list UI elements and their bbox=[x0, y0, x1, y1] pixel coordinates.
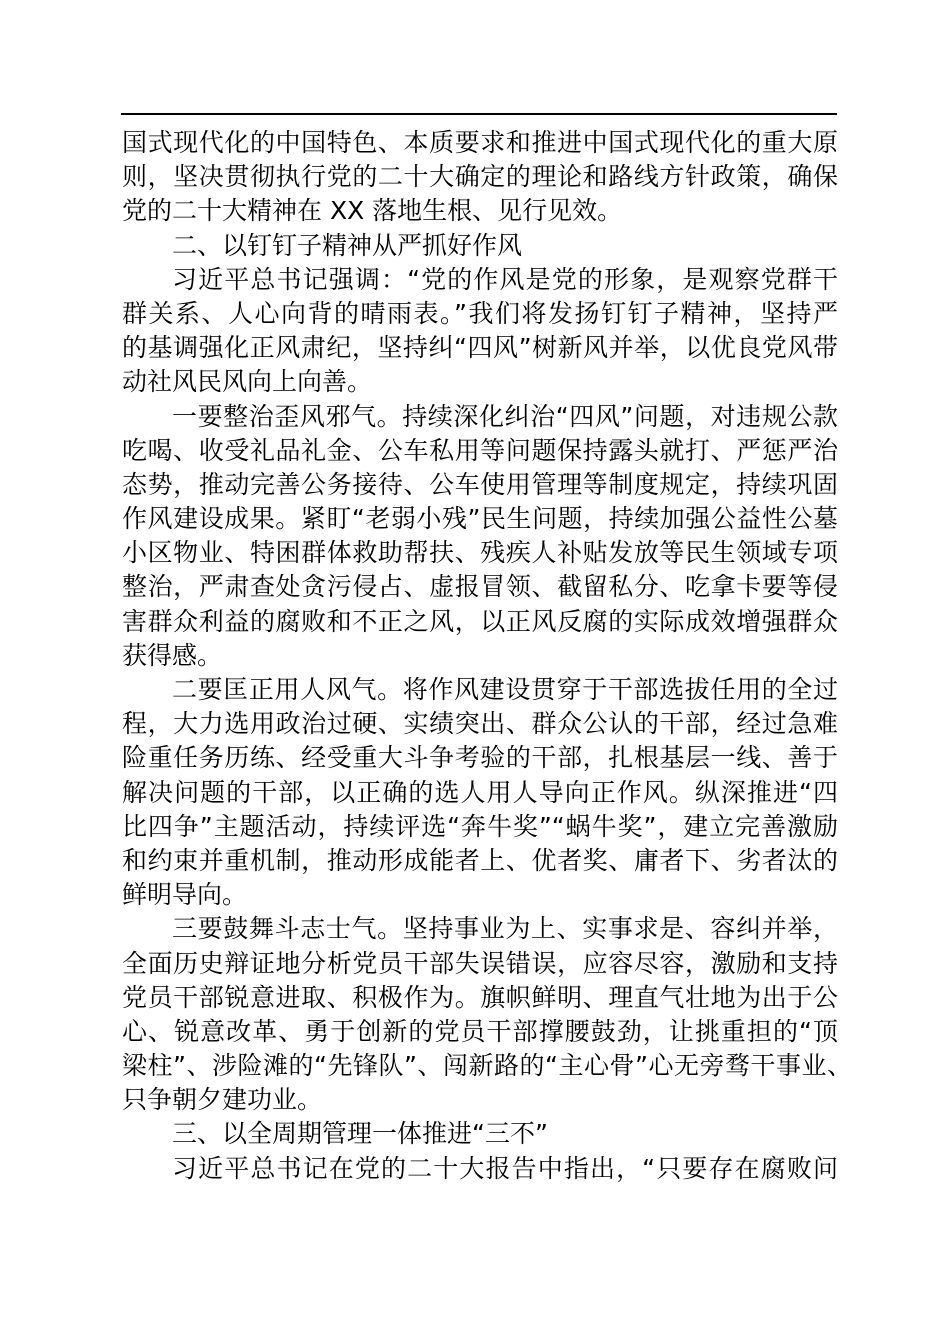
text-line: 获得感。 bbox=[122, 640, 223, 670]
text-line: 动社风民风向上向善。 bbox=[122, 367, 373, 397]
text-line: 二要匡正用人风气。将作风建设贯穿于干部选拔任用的全过 bbox=[172, 675, 838, 704]
text-line: 小区物业、特困群体救助帮扶、残疾人补贴发放等民生领域专项 bbox=[122, 538, 838, 568]
text-line: 三要鼓舞斗志士气。坚持事业为上、实事求是、容纠并举， bbox=[172, 914, 838, 944]
text-line: 习近平总书记在党的二十大报告中指出，“只要存在腐败问 bbox=[172, 1153, 838, 1183]
text-line: 吃喝、收受礼品礼金、公车私用等问题保持露头就打、严惩严治 bbox=[122, 435, 838, 465]
text-line: 险重任务历练、经受重大斗争考验的干部，扎根基层一线、善于 bbox=[122, 743, 838, 773]
text-line: 整治，严肃查处贪污侵占、虚报冒领、截留私分、吃拿卡要等侵 bbox=[122, 572, 838, 602]
text-line: 一要整治歪风邪气。持续深化纠治“四风”问题，对违规公款 bbox=[172, 401, 838, 431]
text-line: 国式现代化的中国特色、本质要求和推进中国式现代化的重大原 bbox=[122, 128, 838, 157]
header-rule bbox=[121, 113, 837, 115]
text-line: 全面历史辩证地分析党员干部失误错误，应容尽容，激励和支持 bbox=[122, 948, 838, 978]
text-line: 则，坚决贯彻执行党的二十大确定的理论和路线方针政策，确保 bbox=[122, 162, 838, 192]
text-line: 的基调强化正风肃纪，坚持纠“四风”树新风并举，以优良党风带 bbox=[122, 333, 838, 363]
text-line: 心、锐意改革、勇于创新的党员干部撑腰鼓劲，让挑重担的“顶 bbox=[122, 1016, 838, 1046]
text-line: 党的二十大精神在 XX 落地生根、见行见效。 bbox=[122, 196, 623, 226]
text-line: 作风建设成果。紧盯“老弱小残”民生问题，持续加强公益性公墓 bbox=[122, 504, 838, 534]
section-heading: 二、以钉钉子精神从严抓好作风 bbox=[172, 230, 523, 260]
text-line: 党员干部锐意进取、积极作为。旗帜鲜明、理直气壮地为出于公 bbox=[122, 982, 838, 1012]
body-text bbox=[122, 126, 852, 1186]
section-heading: 三、以全周期管理一体推进“三不” bbox=[172, 1119, 548, 1149]
text-line: 害群众利益的腐败和不正之风，以正风反腐的实际成效增强群众 bbox=[122, 606, 838, 636]
text-line: 鲜明导向。 bbox=[122, 880, 248, 910]
text-line: 解决问题的干部，以正确的选人用人导向正作风。纵深推进“四 bbox=[122, 777, 838, 807]
text-line: 只争朝夕建功业。 bbox=[122, 1085, 323, 1115]
text-line: 程，大力选用政治过硬、实绩突出、群众公认的干部，经过急难 bbox=[122, 709, 838, 739]
text-line: 比四争”主题活动，持续评选“奔牛奖”“蜗牛奖”，建立完善激励 bbox=[122, 811, 838, 841]
text-line: 群关系、人心向背的晴雨表。”我们将发扬钉钉子精神，坚持严 bbox=[122, 298, 838, 328]
text-line: 梁柱”、涉险滩的“先锋队”、闯新路的“主心骨”心无旁骛干事业、 bbox=[122, 1051, 852, 1081]
text-line: 态势，推动完善公务接待、公车使用管理等制度规定，持续巩固 bbox=[122, 469, 838, 499]
text-line: 习近平总书记强调：“党的作风是党的形象，是观察党群干 bbox=[172, 264, 838, 294]
text-line: 和约束并重机制，推动形成能者上、优者奖、庸者下、劣者汰的 bbox=[122, 845, 838, 875]
